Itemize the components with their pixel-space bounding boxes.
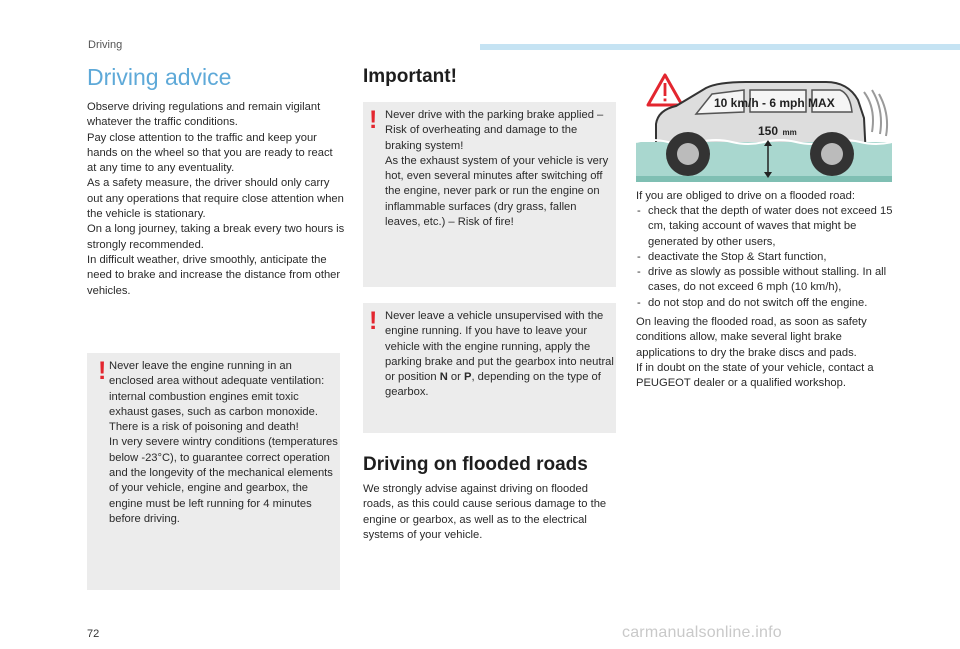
flooded-checklist — [636, 204, 896, 311]
list-item: - check that the depth of water does not exceed 15 cm, taking account of waves that might be generated by other users, — [636, 204, 896, 250]
warning-box-unsupervised — [363, 303, 616, 433]
warning-exclamation-icon: ! — [369, 307, 378, 335]
warning-text-parking-brake: Never drive with the parking brake applied – Risk of overheating and damage to the braking system! As the exhaust system of your vehicle is very hot, even several minutes after switching off the engine, never park or run the engine on inflammable surfaces (dry grass, fallen leaves, etc.) – Risk of fire! — [385, 109, 609, 229]
watermark: carmanualsonline.info — [622, 624, 782, 641]
speed-limit-label: 10 km/h - 6 mph MAX — [714, 96, 835, 110]
important-title: Important! — [363, 66, 457, 87]
warning-box-engine-running — [87, 353, 340, 590]
flooded-roads-title: Driving on flooded roads — [363, 454, 588, 475]
header-bar — [480, 44, 960, 50]
warning-exclamation-icon: ! — [369, 106, 378, 134]
depth-label: 150 mm — [758, 124, 797, 138]
warning-text-unsupervised: Never leave a vehicle unsupervised with the engine running. If you have to leave your vehicle with the engine running, apply the parking brake and put the gearbox into neutral or position N or P, depending on the type of gearbox. — [385, 310, 614, 399]
after-flood-text: On leaving the flooded road, as soon as safety conditions allow, make several light brake applications to dry the brake discs and pads. If in doubt on the state of your vehicle, contact a PEUGEOT dealer or a qualified workshop. — [636, 316, 874, 390]
list-item: - drive as slowly as possible without stalling. In all cases, do not exceed 6 mph (10 km/h), — [636, 265, 896, 296]
section-label: Driving — [88, 39, 123, 51]
flooded-intro: If you are obliged to drive on a flooded road: — [636, 190, 855, 202]
warning-exclamation-icon: ! — [98, 357, 107, 385]
warning-triangle-icon — [648, 75, 682, 105]
flood-illustration — [636, 70, 892, 182]
list-item: - do not stop and do not switch off the engine. — [636, 296, 896, 311]
driving-advice-text: Observe driving regulations and remain vigilant whatever the traffic conditions. Pay close attention to the traffic and keep your hands on the wheel so that you are ready to react at any time to any eventuality. As a safety measure, the driver should only carry out any operations that require close attention when the vehicle is stationary. On a long journey, taking a break every two hours is strongly recommended. In difficult weather, drive smoothly, anticipate the need to brake and increase the distance from other vehicles. — [87, 101, 345, 297]
flooded-roads-text: We strongly advise against driving on flooded roads, as this could cause serious damage to the engine or gearbox, as well as to the electrical systems of your vehicle. — [363, 483, 607, 541]
page-title: Driving advice — [87, 64, 232, 90]
list-item: - deactivate the Stop & Start function, — [636, 250, 896, 265]
page-number: 72 — [87, 628, 100, 640]
warning-text-engine-running: Never leave the engine running in an enclosed area without adequate ventilation: internal combustion engines emit toxic exhaust gases, such as carbon monoxide. There is a risk of poisoning and death! In very severe wintry conditions (temperatures below -23°C), to guarantee correct operation and the longevity of the mechanical elements of your vehicle, engine and gearbox, the engine must be left running for 4 minutes before driving. — [109, 360, 338, 525]
warning-box-parking-brake — [363, 102, 616, 287]
